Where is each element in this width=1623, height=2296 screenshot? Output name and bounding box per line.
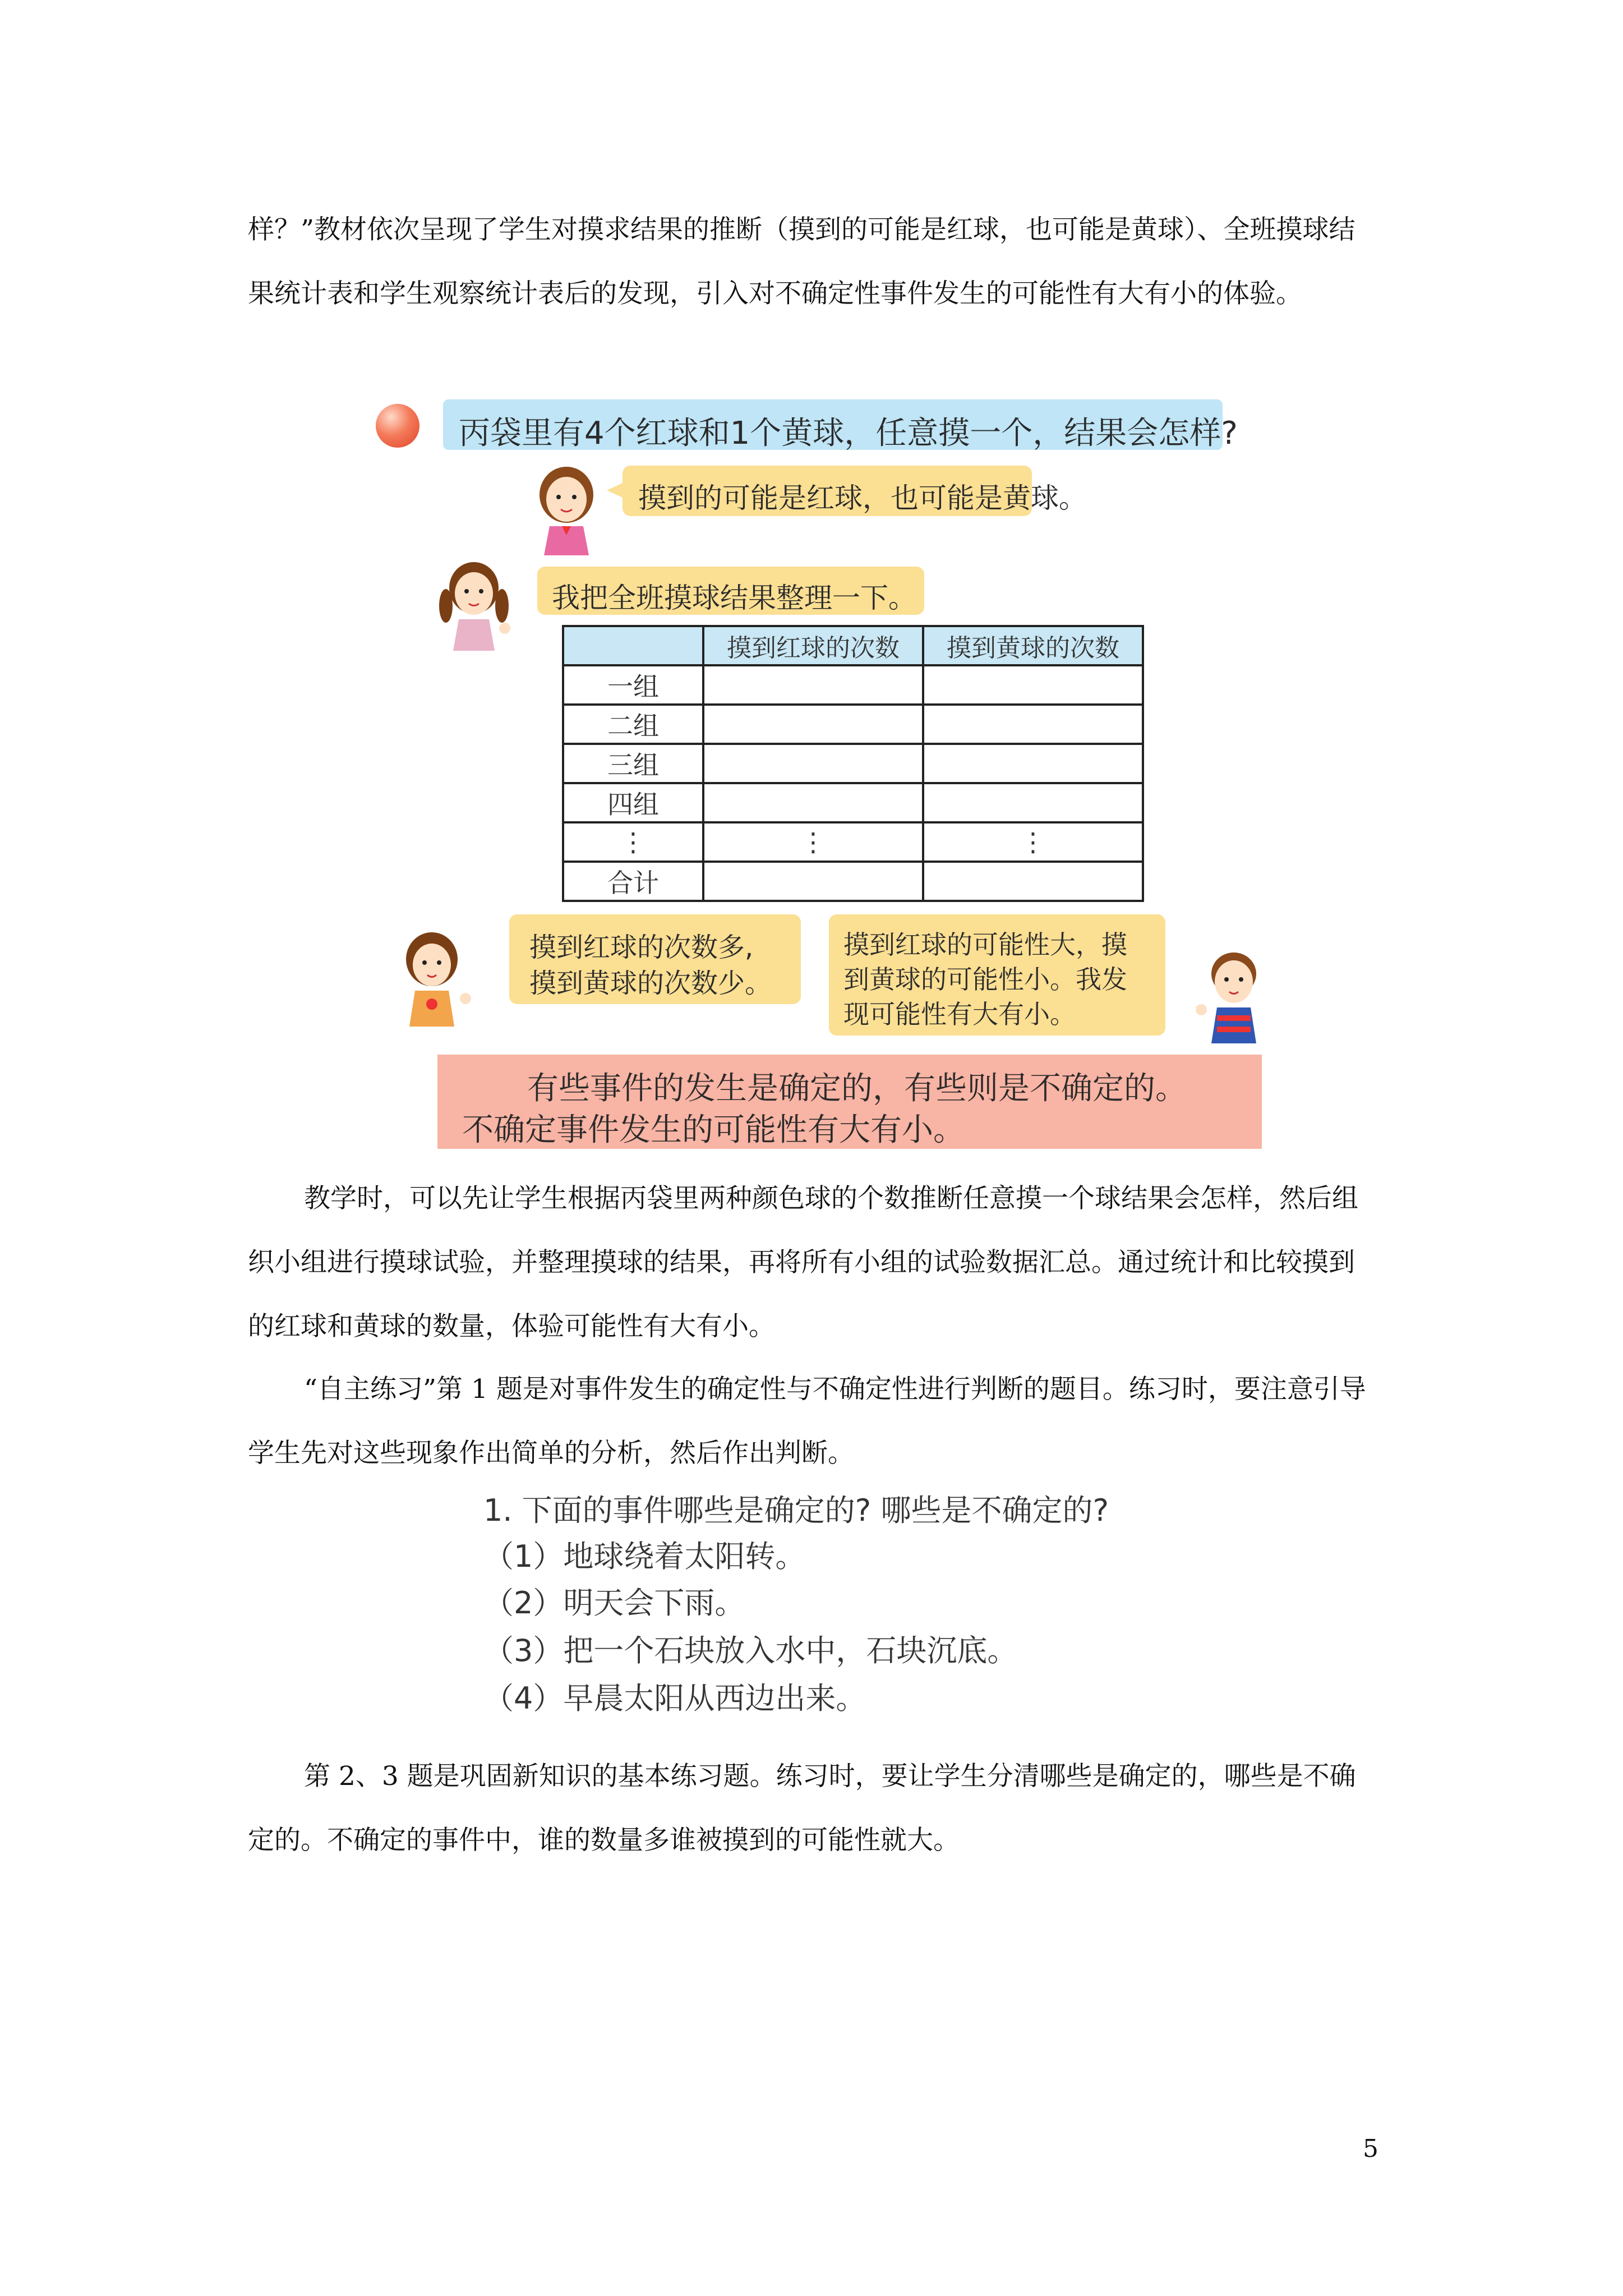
row-label: ⋮ xyxy=(563,822,703,862)
exercise-item: （2）明天会下雨。 xyxy=(483,1585,745,1621)
table-row xyxy=(563,665,1143,705)
question-bar xyxy=(443,399,1238,452)
table-row xyxy=(563,822,1143,862)
bubble-3-line2: 摸到黄球的次数少。 xyxy=(529,968,772,999)
textbook-illustration xyxy=(359,393,1324,1156)
paragraph-teaching: 教学时，可以先让学生根据丙袋里两种颜色球的个数推断任意摸一个球结果会怎样，然后组织小组进行摸球试验，并整理摸球的结果，再将所有小组的试验数据汇总。通过统计和比较摸到的红球和黄球的数量，体验可能性有大有小。 xyxy=(248,1183,1358,1342)
bubble-4-line2: 到黄球的可能性小。我发 xyxy=(843,964,1127,995)
row-label: 三组 xyxy=(563,744,703,783)
table-row xyxy=(563,862,1143,901)
conclusion-line1: 有些事件的发生是确定的，有些则是不确定的。 xyxy=(527,1070,1187,1107)
table-row xyxy=(563,783,1143,822)
speech-bubble-2 xyxy=(537,567,924,615)
row-label: 一组 xyxy=(563,665,703,705)
conclusion-box xyxy=(437,1055,1262,1149)
girl-pigtails-avatar-icon xyxy=(432,555,516,651)
page-number: 5 xyxy=(1363,2134,1378,2163)
table-cell xyxy=(923,744,1143,783)
bubble-3-line1: 摸到红球的次数多, xyxy=(529,932,754,963)
table-header-cell: 摸到红球的次数 xyxy=(703,626,923,665)
exercise-item: （4）早晨太阳从西边出来。 xyxy=(483,1681,866,1716)
exercise-item: （1）地球绕着太阳转。 xyxy=(483,1539,806,1574)
bubble-4-line1: 摸到红球的可能性大，摸 xyxy=(843,930,1127,960)
exercise-title: 1. 下面的事件哪些是确定的? 哪些是不确定的? xyxy=(483,1493,1109,1528)
girl-avatar-icon xyxy=(527,460,606,555)
bubble-1-text: 摸到的可能是红球，也可能是黄球。 xyxy=(638,482,1087,514)
paragraph-exercise-2-3: 第 2、3 题是巩固新知识的基本练习题。练习时，要让学生分清哪些是确定的，哪些是不确定的。不确定的事件中，谁的数量多谁被摸到的可能性就大。 xyxy=(248,1761,1356,1856)
bubble-1-tail xyxy=(607,482,624,498)
table-row xyxy=(563,705,1143,744)
speech-bubble-4 xyxy=(829,914,1165,1036)
table-cell: ⋮ xyxy=(703,822,923,862)
table-cell xyxy=(703,862,923,901)
bubble-4-line3: 现可能性有大有小。 xyxy=(843,999,1076,1029)
table-cell xyxy=(923,783,1143,822)
conclusion-line2: 不确定事件发生的可能性有大有小。 xyxy=(462,1112,965,1148)
table-cell: ⋮ xyxy=(923,822,1143,862)
table-cell xyxy=(703,705,923,744)
speech-bubble-1 xyxy=(623,466,1087,516)
table-row xyxy=(563,744,1143,783)
table-cell xyxy=(703,783,923,822)
table-cell xyxy=(923,665,1143,705)
table-cell xyxy=(703,665,923,705)
tally-table xyxy=(562,625,1144,902)
row-label: 合计 xyxy=(563,862,703,901)
paragraph-exercise-1: “自主练习”第 1 题是对事件发生的确定性与不确定性进行判断的题目。练习时，要注意引导学生先对这些现象作出简单的分析，然后作出判断。 xyxy=(248,1374,1366,1469)
table-header-cell: 摸到黄球的次数 xyxy=(923,626,1143,665)
speech-bubble-3 xyxy=(509,914,801,1004)
bubble-2-text: 我把全班摸球结果整理一下。 xyxy=(552,582,916,614)
row-label: 四组 xyxy=(563,783,703,822)
row-label: 二组 xyxy=(563,705,703,744)
table-header-row xyxy=(563,626,1143,665)
table-cell xyxy=(703,744,923,783)
question-text: 丙袋里有4个红球和1个黄球，任意摸一个，结果会怎样? xyxy=(459,415,1238,452)
red-ball-icon xyxy=(376,404,419,448)
exercise-item: （3）把一个石块放入水中，石块沉底。 xyxy=(483,1633,1018,1668)
boy-avatar-icon xyxy=(1189,942,1273,1043)
paragraph-intro: 样？”教材依次呈现了学生对摸求结果的推断（摸到的可能是红球，也可能是黄球）、全班摸球结果统计表和学生观察统计表后的发现，引入对不确定性事件发生的可能性有大有小的体验。 xyxy=(248,214,1355,309)
table-cell xyxy=(923,705,1143,744)
table-cell xyxy=(923,862,1143,901)
girl-pointing-avatar-icon xyxy=(393,926,477,1027)
table-header-cell xyxy=(563,626,703,665)
